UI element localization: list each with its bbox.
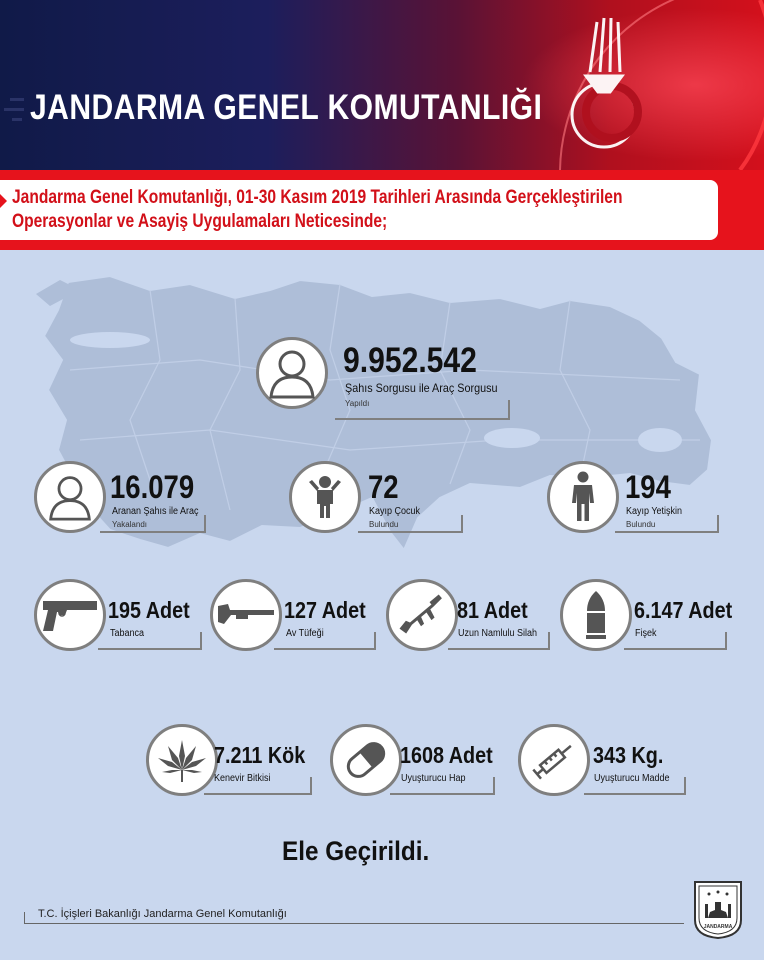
- pistol-circle: [34, 579, 106, 651]
- narcotics-label: Uyuşturucu Madde: [594, 773, 670, 784]
- queries-value: 9.952.542: [343, 341, 477, 380]
- wanted-bracket: [100, 515, 206, 533]
- wanted-label: Aranan Şahıs ile Araç: [112, 506, 199, 517]
- syringe-icon: [528, 734, 580, 786]
- narcotics-value: 343 Kg.: [593, 742, 664, 768]
- wanted-sublabel: Yakalandı: [112, 520, 147, 529]
- shotgun-value: 127 Adet: [284, 597, 366, 623]
- cannabis-leaf-icon: [156, 734, 208, 786]
- pistol-bracket: [98, 632, 202, 650]
- wanted-value: 16.079: [110, 469, 195, 505]
- child-value: 72: [368, 469, 399, 505]
- cannabis-label: Kenevir Bitkisi: [214, 773, 271, 784]
- chevron-right-icon: [0, 194, 7, 208]
- rifle-bracket: [448, 632, 550, 650]
- ammo-label: Fişek: [635, 628, 657, 639]
- closing-text: Ele Geçirildi.: [282, 836, 430, 866]
- pills-label: Uyuşturucu Hap: [401, 773, 466, 784]
- child-sublabel: Bulundu: [369, 520, 399, 529]
- header-banner: [0, 0, 764, 170]
- adult-sublabel: Bulundu: [626, 520, 656, 529]
- intro-line-1: Jandarma Genel Komutanlığı, 01-30 Kasım 2019 Tarihleri Arasında Gerçekleştirilen: [12, 187, 623, 208]
- adult-icon: [566, 471, 600, 523]
- narcotics-circle: [518, 724, 590, 796]
- adult-bracket: [615, 515, 719, 533]
- cannabis-bracket: [204, 777, 312, 795]
- footer-source: T.C. İçişleri Bakanlığı Jandarma Genel Komutanlığı: [38, 908, 287, 920]
- child-icon: [305, 474, 345, 520]
- wanted-circle: [34, 461, 106, 533]
- shotgun-icon: [216, 600, 276, 630]
- emblem-text: JANDARMA: [703, 924, 733, 930]
- rifle-value: 81 Adet: [457, 597, 528, 623]
- pistol-icon: [41, 597, 99, 633]
- shotgun-circle: [210, 579, 282, 651]
- narcotics-bracket: [584, 777, 686, 795]
- child-label: Kayıp Çocuk: [369, 506, 421, 517]
- ammo-circle: [560, 579, 632, 651]
- intro-band: [0, 170, 764, 250]
- rifle-label: Uzun Namlulu Silah: [458, 628, 538, 639]
- adult-value: 194: [625, 469, 671, 505]
- child-circle: [289, 461, 361, 533]
- rifle-icon: [396, 589, 448, 641]
- shotgun-label: Av Tüfeği: [286, 628, 324, 639]
- person-icon: [47, 473, 93, 521]
- person-icon: [267, 347, 317, 399]
- adult-circle: [547, 461, 619, 533]
- intro-line-2: Operasyonlar ve Asayiş Uygulamaları Neticesinde;: [12, 211, 388, 232]
- adult-label: Kayıp Yetişkin: [626, 506, 683, 517]
- queries-circle: [256, 337, 328, 409]
- queries-bracket: [335, 400, 510, 420]
- ammo-value: 6.147 Adet: [634, 597, 733, 623]
- pistol-label: Tabanca: [110, 628, 145, 639]
- child-bracket: [358, 515, 463, 533]
- pistol-value: 195 Adet: [108, 597, 190, 623]
- page-title: JANDARMA GENEL KOMUTANLIĞI: [30, 88, 543, 127]
- queries-sublabel: Yapıldı: [345, 399, 370, 408]
- footer-divider: [24, 923, 684, 924]
- pills-bracket: [390, 777, 495, 795]
- intro-box: [0, 180, 718, 240]
- cannabis-value: 7.211 Kök: [214, 742, 306, 768]
- ammo-bracket: [624, 632, 727, 650]
- banner-decoration: [0, 0, 764, 170]
- shotgun-bracket: [274, 632, 376, 650]
- pill-icon: [341, 735, 391, 785]
- queries-label: Şahıs Sorgusu ile Araç Sorgusu: [345, 381, 498, 395]
- pills-value: 1608 Adet: [400, 742, 493, 768]
- bullet-icon: [583, 589, 609, 641]
- jandarma-emblem-icon: [693, 880, 743, 940]
